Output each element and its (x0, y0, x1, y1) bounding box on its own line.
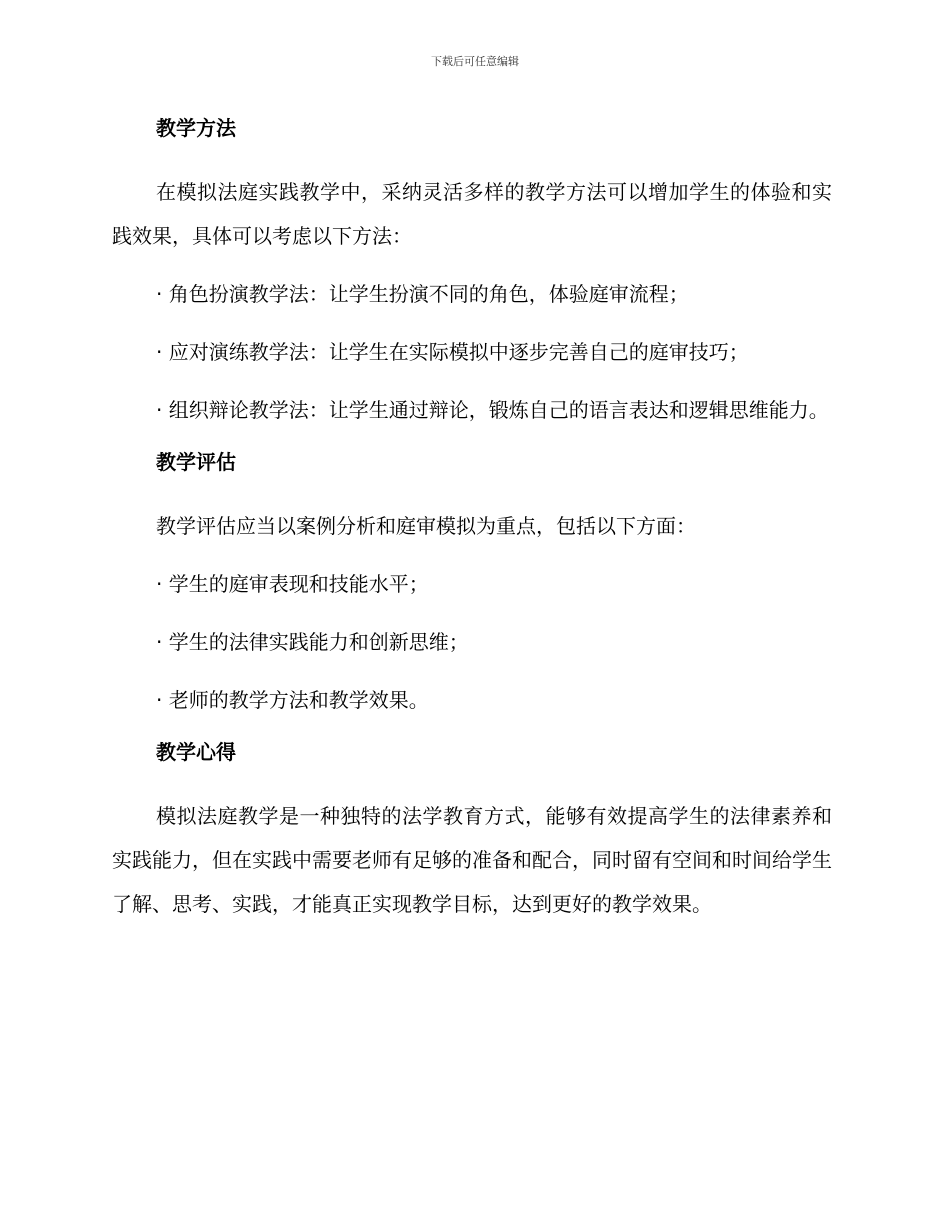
paragraph: 模拟法庭教学是一种独特的法学教育方式，能够有效提高学生的法律素养和实践能力，但在实践中需要老师有足够的准备和配合，同时留有空间和时间给学生了解、思考、实践，才能真正实现教学目标，达到更好的教学效果。 (112, 804, 832, 916)
bullet-item: · 学生的庭审表现和技能水平； (156, 572, 429, 596)
section-heading-methods: 教学方法 (156, 116, 236, 140)
bullet-item: · 学生的法律实践能力和创新思维； (156, 630, 469, 654)
bullet-item: · 角色扮演教学法：让学生扮演不同的角色，体验庭审流程； (156, 282, 689, 306)
bullet-item: · 应对演练教学法：让学生在实际模拟中逐步完善自己的庭审技巧； (156, 340, 749, 364)
bullet-item: · 组织辩论教学法：让学生通过辩论，锻炼自己的语言表达和逻辑思维能力。 (156, 398, 829, 422)
paragraph: 教学评估应当以案例分析和庭审模拟为重点，包括以下方面： (156, 514, 696, 538)
bullet-item: · 老师的教学方法和教学效果。 (156, 688, 429, 712)
document-body (112, 112, 832, 926)
section-heading-evaluation: 教学评估 (156, 450, 236, 474)
page-header-note: 下载后可任意编辑 (431, 55, 519, 68)
section-heading-reflection: 教学心得 (156, 740, 236, 764)
paragraph: 在模拟法庭实践教学中，采纳灵活多样的教学方法可以增加学生的体验和实践效果，具体可以考虑以下方法： (112, 180, 832, 248)
